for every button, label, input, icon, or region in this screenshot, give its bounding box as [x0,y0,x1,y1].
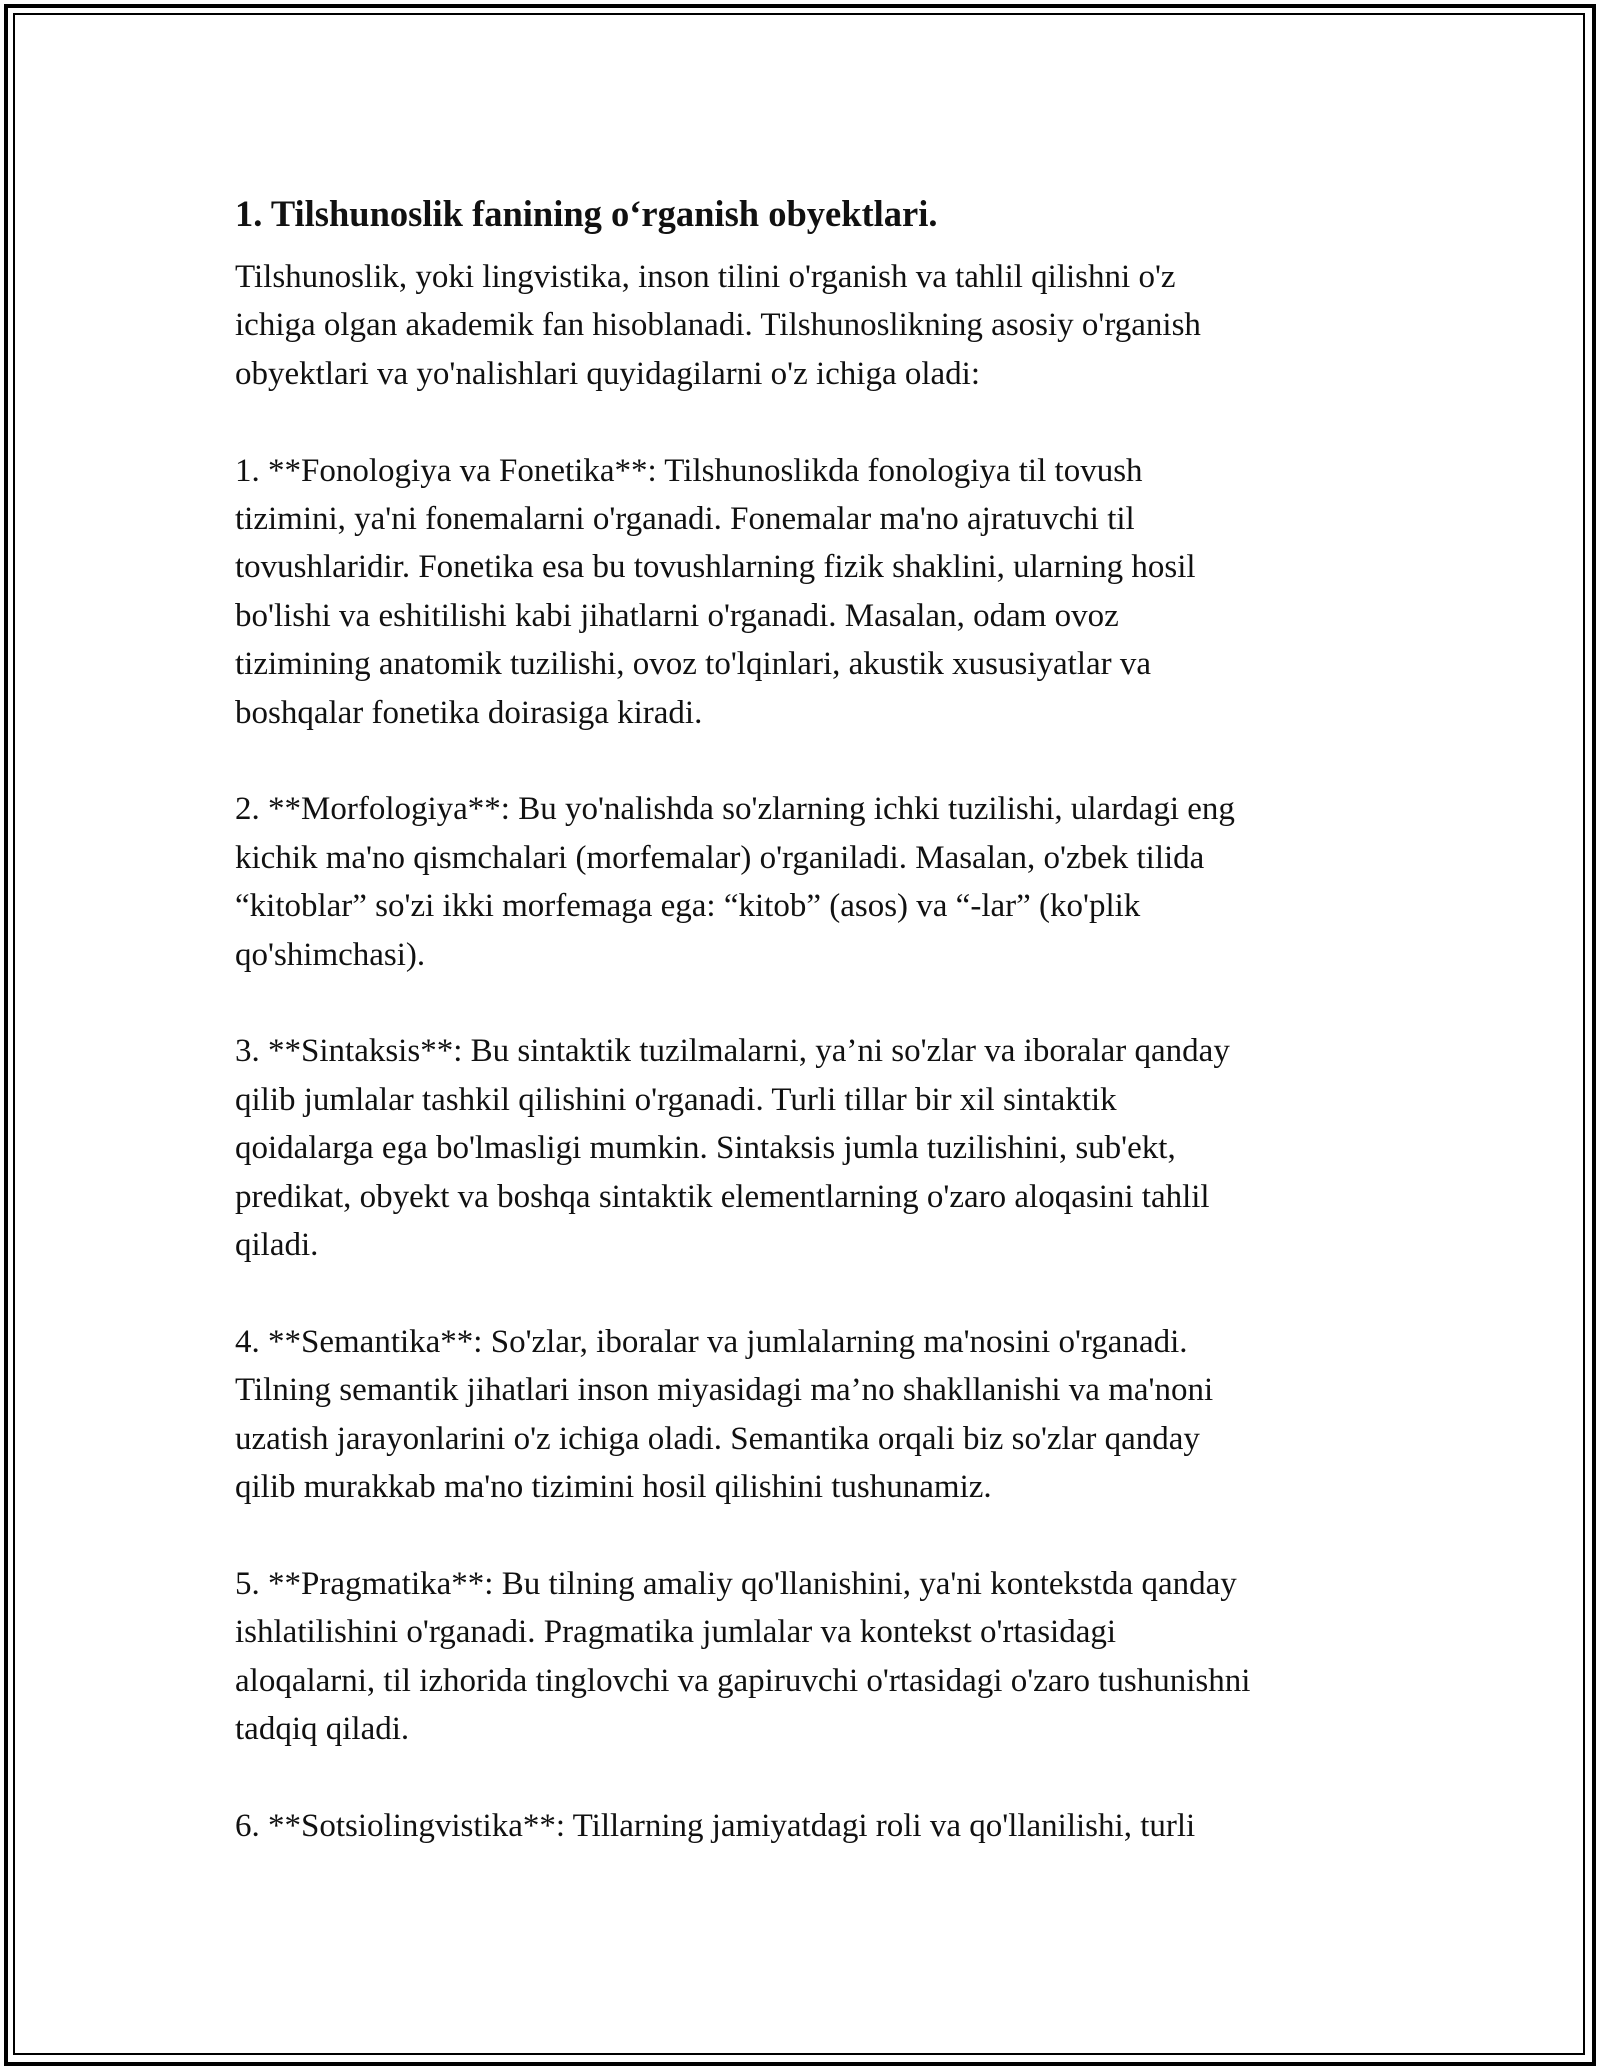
paragraph-spacer [235,398,1375,446]
paragraph-semantika: 4. **Semantika**: So'zlar, iboralar va jumlalarning ma'nosini o'rganadi. Tilning semantik jihatlari inson miyasidagi ma’no shakllanishi va ma'noni uzatish jarayonlarini o'z ichiga oladi. Semantika orqali biz so'zlar qanday qilib murakkab ma'no tizimini hosil qilishini tushunamiz. [235,1323,1214,1506]
paragraph-morfologiya: 2. **Morfologiya**: Bu yo'nalishda so'zlarning ichki tuzilishi, ulardagi eng kichik ma'no qismchalari (morfemalar) o'rganiladi. Masalan, o'zbek tilida “kitoblar” so'zi ikki morfemaga ega: “kitob” (asos) va “-lar” (ko'plik qo'shimchasi). [235,791,1235,973]
paragraph-spacer [235,1754,1375,1802]
section-heading: 1. Tilshunoslik fanining o‘rganish obyektlari. [235,193,938,234]
paragraph-spacer [235,1269,1375,1317]
paragraph-pragmatika: 5. **Pragmatika**: Bu tilning amaliy qo'llanishini, ya'ni kontekstda qanday ishlatilishini o'rganadi. Pragmatika jumlalar va kontekst o'rtasidagi aloqalarni, til izhorida tinglovchi va gapiruvchi o'rtasidagi o'zaro tushunishni tadqiq qiladi. [235,1565,1251,1748]
paragraph-spacer [235,737,1375,785]
paragraph-spacer [235,1512,1375,1560]
intro-paragraph: Tilshunoslik, yoki lingvistika, inson tilini o'rganish va tahlil qilishni o'z ichiga olgan akademik fan hisoblanadi. Tilshunoslikning asosiy o'rganish obyektlari va yo'nalishlari quyidagilarni o'z ichiga oladi: [235,259,1201,392]
paragraph-sotsiolingvistika: 6. **Sotsiolingvistika**: Tillarning jamiyatdagi roli va qo'llanilishi, turli [235,1807,1196,1844]
document-body [235,185,1375,1850]
paragraph-sintaksis: 3. **Sintaksis**: Bu sintaktik tuzilmalarni, ya’ni so'zlar va iboralar qanday qilib jumlalar tashkil qilishini o'rganadi. Turli tillar bir xil sintaktik qoidalarga ega bo'lmasligi mumkin. Sintaksis jumla tuzilishini, sub'ekt, predikat, obyekt va boshqa sintaktik elementlarning o'zaro aloqasini tahlil qiladi. [235,1033,1230,1264]
paragraph-fonologiya: 1. **Fonologiya va Fonetika**: Tilshunoslikda fonologiya til tovush tizimini, ya'ni fonemalarni o'rganadi. Fonemalar ma'no ajratuvchi til tovushlaridir. Fonetika esa bu tovushlarning fizik shaklini, ularning hosil bo'lishi va eshitilishi kabi jihatlarni o'rganadi. Masalan, odam ovoz tizimining anatomik tuzilishi, ovoz to'lqinlari, akustik xususiyatlar va boshqalar fonetika doirasiga kiradi. [235,452,1196,731]
paragraph-spacer [235,979,1375,1027]
